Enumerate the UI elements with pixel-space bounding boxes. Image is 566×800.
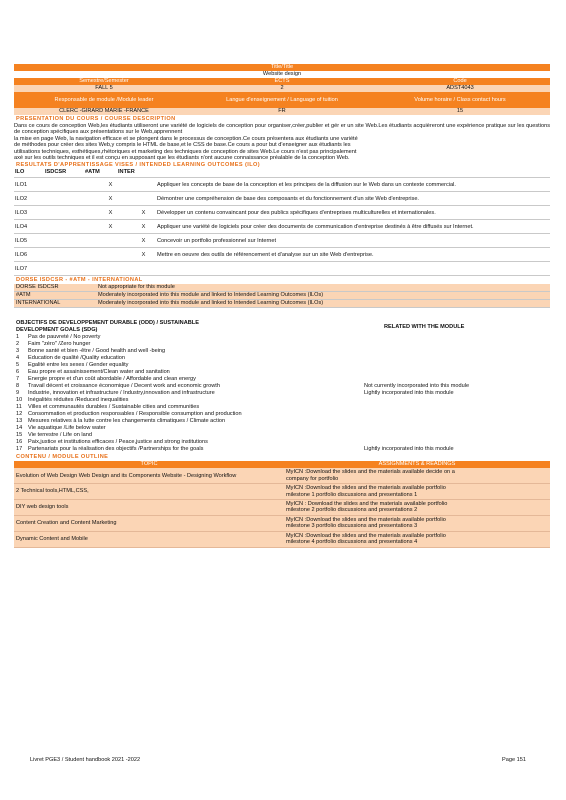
sdg-number: 1 <box>16 334 20 341</box>
language-label: Langue d'enseignement / Language of tuition <box>226 96 338 103</box>
outcome-atm-mark: X <box>108 181 113 188</box>
sdg-label: Pas de pauvreté / No poverty <box>28 334 101 341</box>
outcome-atm-mark: X <box>108 209 113 216</box>
topic-label: TOPIC <box>140 461 158 468</box>
sdg-header <box>14 320 550 334</box>
content-assignment-line-2: milestone 2 portfolio discussions and presentations 2 <box>286 507 418 514</box>
outcome-text: Mettre en oeuvre des outils de référencement et d'analyse sur un site Web d'entreprise. <box>157 251 374 258</box>
sdg-list <box>14 334 550 453</box>
sdg-item <box>14 334 550 341</box>
content-assignment-line-2: milestone 3 portfolio discussions and presentations 3 <box>286 523 418 530</box>
sdg-label: Energie propre et d'un coût abordable / Affordable and clean energy <box>28 376 196 383</box>
outcomes-rows <box>14 178 550 276</box>
content-assignment-line-1: MyICN :Download the slides and the materials available portfolio <box>286 485 446 492</box>
sdg-label: Vie aquatique /Life below water <box>28 425 106 432</box>
col-ilo: ILO <box>15 169 25 176</box>
outcome-atm-mark: X <box>108 195 113 202</box>
sdg-item <box>14 397 550 404</box>
sdg-number: 9 <box>16 390 20 397</box>
sdg-status: Lightly incorporated into this module <box>364 446 454 453</box>
sdg-label: Education de qualité /Quality education <box>28 355 126 362</box>
presentation-line-5: axé sur les outils techniques et il est conçu en supposant que les étudiants n'ont aucune connaissance préalable de la conception Web. <box>14 155 350 162</box>
outcome-inter-mark: X <box>141 237 146 244</box>
semester-value-row <box>14 85 550 92</box>
sdg-label: Villes et communautés durables / Sustainable cities and communities <box>28 404 200 411</box>
sdg-label: Consommation et production responsables / Responsible consumption and production <box>28 411 242 418</box>
volume-value: 15 <box>456 108 464 114</box>
sdg-item <box>14 390 550 397</box>
presentation-line-2: la mise en page Web, la navigation efficace et se plongent dans le processus de conception.Ce cours présentera aux étudiants une variété <box>14 135 358 142</box>
sdg-number: 14 <box>16 425 23 432</box>
sdg-number: 10 <box>16 397 23 404</box>
sdg-label: Bonne santé et bien -être / Good health and well -being <box>28 348 166 355</box>
sdg-number: 5 <box>16 362 20 369</box>
outcome-isdcsr <box>85 220 103 233</box>
sdg-item <box>14 355 550 362</box>
sdg-label: Eau propre et assainissement/Clean water and sanitation <box>28 369 170 376</box>
content-assignment-line-2: company for portfolio <box>286 475 339 482</box>
outcome-text: Démontrer une compréhension de base des composants et du fonctionnement d'un site Web d'entreprise. <box>157 195 419 202</box>
dorse-row <box>14 284 550 292</box>
presentation-line-3: de méthodes pour créer des sites Web,y compris le HTML de base,et le CSS de base.Ce cours a pour but d'enseigner aux étudiants les <box>14 142 351 149</box>
sdg-label: Vie terrestre / Life on land <box>28 432 92 439</box>
content-assignment <box>284 468 550 483</box>
outcome-id: ILO2 <box>15 195 28 202</box>
responsible-header-row <box>14 92 550 108</box>
sdg-label: Faim "zéro" /Zero hunger <box>28 341 91 348</box>
outcome-atm-mark <box>103 248 118 261</box>
outcome-id: ILO6 <box>15 251 28 258</box>
sdg-number: 15 <box>16 432 23 439</box>
sdg-status <box>364 369 550 376</box>
outcome-isdcsr <box>85 262 103 275</box>
sdg-item <box>14 439 550 446</box>
sdg-item <box>14 383 550 390</box>
code-label: Code <box>453 78 467 84</box>
col-isdcsr: ISDCSR <box>45 169 67 176</box>
sdg-number: 12 <box>16 411 23 418</box>
ects-label: ECTS <box>274 78 290 84</box>
content-assignment-line-1: MyICN : Download the slides and the materials available portfolio <box>286 501 448 508</box>
title-value: Website design <box>262 71 302 77</box>
sdg-status: Not currently incorporated into this module <box>364 383 470 390</box>
presentation-line-1: Dans ce cours de conception Web,les étudiants utiliseront une variété de logiciels de conception pour organiser,créer,publier et gér er un site Web.Les étudiants acquièreront une expérience pratique sur les questions de conception spécifiques aux présentations sur le Web,apprennent <box>14 123 550 136</box>
outcome-id: ILO5 <box>15 237 28 244</box>
outcome-text: Appliquer une variété de logiciels pour créer des documents de communication d'entreprise destinés à être diffusés sur Internet. <box>157 223 474 230</box>
code-value: ADST4043 <box>446 85 474 91</box>
sdg-number: 6 <box>16 369 20 376</box>
language-value: FR <box>278 108 286 114</box>
sdg-item <box>14 418 550 425</box>
footer-left: Livret PGE3 / Student handbook 2021 -2022 <box>30 757 141 763</box>
sdg-heading-1: OBJECTIFS DE DEVELOPPEMENT DURABLE (ODD) / SUSTAINABLE <box>16 320 199 327</box>
atm-label: #ATM <box>16 292 31 299</box>
outcome-inter-mark: X <box>141 251 146 258</box>
outcome-atm-mark: X <box>108 223 113 230</box>
content-assignment <box>284 516 550 531</box>
sdg-status: Lightly incorporated into this module <box>364 390 454 397</box>
title-value-row <box>14 71 550 78</box>
outcome-inter-mark <box>136 192 151 205</box>
outcomes-heading: RESULTATS D'APPRENTISSAGE VISES / INTENDED LEARNING OUTCOMES (ILO) <box>16 162 261 169</box>
outcomes-header-row <box>14 169 550 178</box>
outcome-isdcsr <box>85 234 103 247</box>
sdg-status <box>364 376 550 383</box>
outcome-atm-mark <box>103 262 118 275</box>
sdg-number: 11 <box>16 404 22 411</box>
outcome-row <box>14 262 550 276</box>
sdg-status <box>364 362 550 369</box>
dorse-heading: DORSE ISDCSR - #ATM - INTERNATIONAL <box>16 277 143 284</box>
sdg-item <box>14 425 550 432</box>
sdg-number: 17 <box>16 446 23 453</box>
responsible-label: Responsable de module /Module leader <box>54 96 154 103</box>
outcome-isdcsr <box>85 206 103 219</box>
semester-value: FALL 5 <box>95 85 113 91</box>
sdg-related-label: RELATED WITH THE MODULE <box>384 323 465 330</box>
content-assignment <box>284 500 550 515</box>
outcome-text <box>151 262 550 275</box>
sdg-item <box>14 376 550 383</box>
sdg-item <box>14 446 550 453</box>
international-value: Moderately incorporated into this module and linked to Intended Learning Outcomes (ILOs) <box>98 300 324 307</box>
sdg-number: 16 <box>16 439 23 446</box>
sdg-item <box>14 362 550 369</box>
outcome-inter-mark <box>136 178 151 191</box>
title-label: Title/Title <box>270 64 294 70</box>
sdg-number: 3 <box>16 348 20 355</box>
sdg-status <box>364 432 550 439</box>
content-heading: CONTENU / MODULE OUTLINE <box>16 454 109 461</box>
content-assignment-line-2: milestone 1 portfolio discussions and presentations 1 <box>286 491 418 498</box>
sdg-number: 8 <box>16 383 20 390</box>
content-header-row <box>14 461 550 468</box>
content-row <box>14 484 550 500</box>
international-row <box>14 300 550 308</box>
sdg-status <box>364 411 550 418</box>
sdg-item <box>14 369 550 376</box>
content-assignment <box>284 532 550 547</box>
title-label-row <box>14 64 550 71</box>
content-topic: Evolution of Web Design Web Design and its Components Website - Designing Workflow <box>16 472 237 479</box>
content-row <box>14 532 550 548</box>
sdg-item <box>14 411 550 418</box>
outcome-row <box>14 220 550 234</box>
content-topic: Content Creation and Content Marketing <box>16 520 117 527</box>
sdg-label: Travail décent et croissance économique / Decent work and economic growth <box>28 383 220 390</box>
sdg-label: Industrie, innovation et infrastructure / Industry,innovation and infrastructure <box>28 390 215 397</box>
content-row <box>14 516 550 532</box>
sdg-label: Egalité entre les sexes / Gender equality <box>28 362 129 369</box>
content-topic: Dynamic Content and Mobile <box>16 535 88 542</box>
outcome-row <box>14 206 550 220</box>
outcome-isdcsr <box>85 192 103 205</box>
outcome-id: ILO7 <box>15 265 28 272</box>
presentation-heading: PRESENTATION DU COURS / COURSE DESCRIPTION <box>16 116 176 122</box>
module-sheet <box>14 64 550 548</box>
sdg-label: Paix,justice et institutions efficaces / Peace,justice and strong institutions <box>28 439 208 446</box>
content-topic: DIY web design tools <box>16 504 69 511</box>
volume-label: Volume horaire / Class contact hours <box>414 96 506 103</box>
outcome-atm-mark <box>103 234 118 247</box>
sdg-status <box>364 355 550 362</box>
sdg-status <box>364 404 550 411</box>
sdg-label: Partenariats pour la réalisation des objectifs /Partnerships for the goals <box>28 446 204 453</box>
presentation-text <box>14 123 550 161</box>
content-row <box>14 500 550 516</box>
outcome-id: ILO4 <box>15 223 28 230</box>
sdg-item <box>14 341 550 348</box>
outcome-inter-mark: X <box>141 223 146 230</box>
outcome-isdcsr <box>85 248 103 261</box>
responsible-value: CLERC -GIRARD MARIE -FRANCE <box>59 108 149 114</box>
ects-value: 2 <box>280 85 284 91</box>
sdg-number: 7 <box>16 376 20 383</box>
sdg-label: Inégalités réduites /Reduced inequalities <box>28 397 129 404</box>
presentation-line-4: utilisations techniques, esthétiques,rhétoriques et marketing des techniques de conception de sites Web.Le cours n'est pas principalement <box>14 148 357 155</box>
sdg-status <box>364 334 550 341</box>
footer-page-number: Page 151 <box>502 757 526 763</box>
outcome-row <box>14 234 550 248</box>
content-assignment-line-1: MyICN :Download the slides and the materials available portfolio <box>286 516 446 523</box>
content-assignment-line-1: MyICN :Download the slides and the materials available decide on a <box>286 469 455 476</box>
dorse-label: DORSE ISDCSR <box>16 284 59 291</box>
content-assignment-line-2: milestone 4 portfolio discussions and presentations 4 <box>286 539 418 546</box>
page-footer <box>30 757 526 763</box>
outcome-row <box>14 192 550 206</box>
outcome-text: Développer un contenu convaincant pour des publics spécifiques d'entreprises multiculturelles et internationales. <box>157 209 436 216</box>
semester-label: Semestre/Semester <box>79 78 129 84</box>
sdg-number: 13 <box>16 418 23 425</box>
content-row <box>14 468 550 484</box>
sdg-status <box>364 439 550 446</box>
outcome-row <box>14 248 550 262</box>
sdg-label: Mesures relatives à la lutte contre les changements climatiques / Climate action <box>28 418 226 425</box>
sdg-item <box>14 348 550 355</box>
outcome-text: Concevoir un portfolio professionnel sur Internet <box>157 237 277 244</box>
outcome-isdcsr <box>85 178 103 191</box>
content-topic: 2 Technical tools,HTML,CSS, <box>16 488 89 495</box>
sdg-status <box>364 348 550 355</box>
atm-row <box>14 292 550 300</box>
sdg-heading-2: DEVELOPMENT GOALS (SDG) <box>16 327 98 334</box>
assignments-label: ASSIGNMENTS & READINGS <box>378 461 456 468</box>
dorse-value: Not appropriate for this module <box>98 284 175 291</box>
international-label: INTERNATIONAL <box>16 300 61 307</box>
outcome-id: ILO3 <box>15 209 28 216</box>
col-inter: INTER <box>118 169 135 176</box>
sdg-item <box>14 404 550 411</box>
sdg-status <box>364 418 550 425</box>
semester-header-row <box>14 78 550 85</box>
sdg-number: 4 <box>16 355 20 362</box>
outcome-text: Appliquer les concepts de base de la conception et les principes de la diffusion sur le Web dans un contexte commercial. <box>157 181 456 188</box>
outcome-inter-mark <box>136 262 151 275</box>
responsible-value-row <box>14 108 550 115</box>
outcome-row <box>14 178 550 192</box>
atm-value: Moderately incorporated into this module and linked to Intended Learning Outcomes (ILOs) <box>98 292 324 299</box>
sdg-number: 2 <box>16 341 20 348</box>
col-atm: #ATM <box>85 169 100 176</box>
outcome-id: ILO1 <box>15 181 28 188</box>
content-assignment-line-1: MyICN :Download the slides and the materials available portfolio <box>286 532 446 539</box>
sdg-status <box>364 425 550 432</box>
sdg-status <box>364 341 550 348</box>
sdg-status <box>364 397 550 404</box>
content-assignment <box>284 484 550 499</box>
sdg-item <box>14 432 550 439</box>
outcome-inter-mark: X <box>141 209 146 216</box>
content-rows <box>14 468 550 547</box>
